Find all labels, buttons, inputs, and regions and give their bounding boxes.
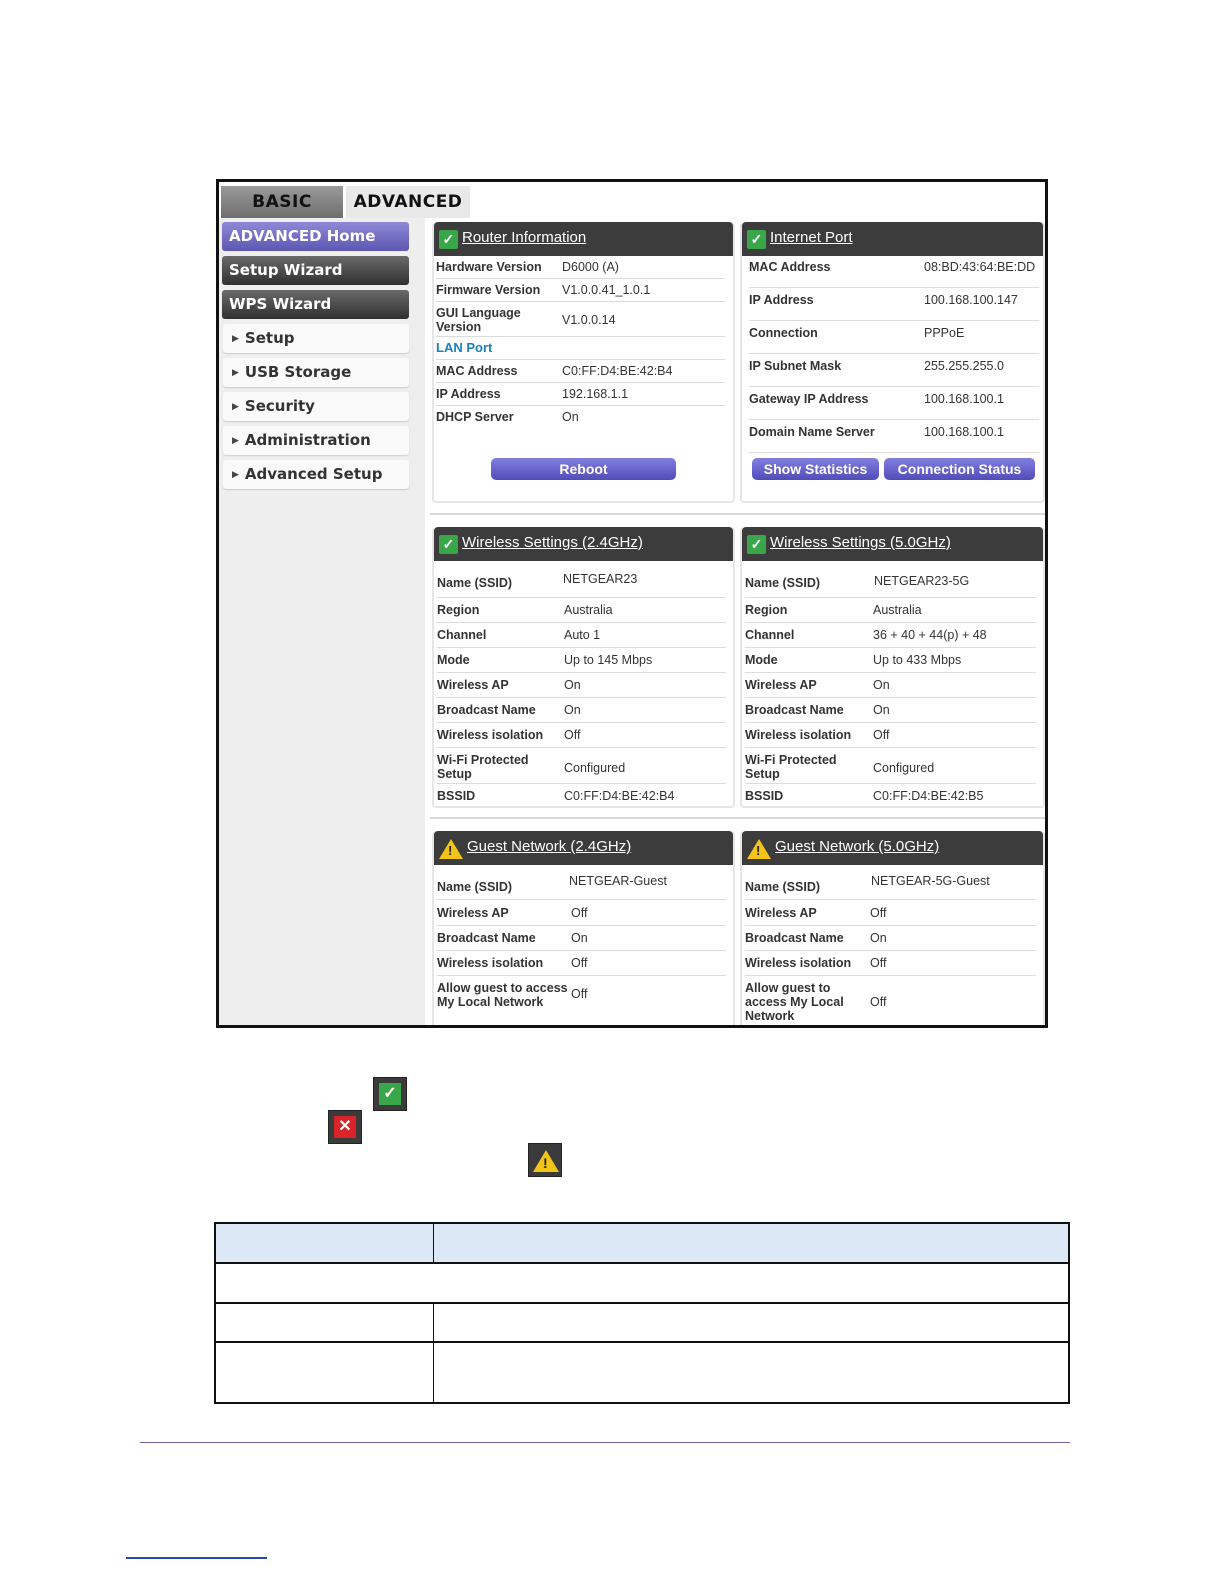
w5-channel-label: Channel <box>745 628 795 642</box>
wan-ip-value: 100.168.100.147 <box>924 293 1018 307</box>
w24-channel-label: Channel <box>437 628 487 642</box>
lan-mac-value: C0:FF:D4:BE:42:B4 <box>562 364 673 378</box>
g24-ap-row <box>437 906 726 926</box>
g24-ssid-value: NETGEAR-Guest <box>569 874 667 888</box>
g5-local-value: Off <box>870 995 887 1009</box>
g24-local-label: Allow guest to access My Local Network <box>437 981 568 1009</box>
g5-ap-label: Wireless AP <box>745 906 817 920</box>
x-icon: ✕ <box>328 1110 362 1144</box>
g24-local-value: Off <box>571 987 588 1001</box>
subnet-label: IP Subnet Mask <box>749 359 842 373</box>
triangle-right-icon: ▶ <box>232 402 239 412</box>
settings-table <box>214 1222 1070 1404</box>
w24-isolation-label: Wireless isolation <box>437 728 544 742</box>
router-info-title[interactable]: Router Information <box>462 229 587 246</box>
g24-local-row <box>437 981 726 1015</box>
w24-channel-row <box>437 628 726 648</box>
w24-mode-row <box>437 653 726 673</box>
warning-icon: ! <box>528 1143 562 1177</box>
w5-ap-value: On <box>873 678 890 692</box>
lan-ip-row <box>436 387 725 406</box>
wireless-5-panel <box>740 527 1045 808</box>
tab-advanced[interactable]: ADVANCED <box>346 186 470 218</box>
table-divider <box>433 1224 434 1264</box>
check-icon: ✓ <box>439 230 458 249</box>
guest-24-title[interactable]: Guest Network (2.4GHz) <box>467 838 632 855</box>
router-info-panel <box>432 222 735 503</box>
g5-ap-value: Off <box>870 906 887 920</box>
connection-status-button[interactable]: Connection Status <box>884 458 1035 480</box>
w24-ap-label: Wireless AP <box>437 678 509 692</box>
g5-local-row <box>745 981 1036 1027</box>
w24-region-row <box>437 603 726 623</box>
section-divider <box>430 817 1045 819</box>
w5-broadcast-row <box>745 703 1036 723</box>
gui-language-value: V1.0.0.14 <box>562 313 616 327</box>
nav-administration[interactable] <box>223 426 409 455</box>
dns-label: Domain Name Server <box>749 425 875 439</box>
w24-ssid-value: NETGEAR23 <box>563 572 638 586</box>
lan-ip-label: IP Address <box>436 387 501 401</box>
check-icon: ✓ <box>373 1077 407 1111</box>
connection-value: PPPoE <box>924 326 965 340</box>
wan-ip-label: IP Address <box>749 293 814 307</box>
g24-isolation-value: Off <box>571 956 588 970</box>
g5-ssid-row <box>745 871 1036 900</box>
g5-isolation-value: Off <box>870 956 887 970</box>
w5-mode-label: Mode <box>745 653 778 667</box>
wireless-24-panel <box>432 527 735 808</box>
dhcp-row <box>436 410 725 429</box>
internet-port-title[interactable]: Internet Port <box>770 229 853 246</box>
w24-broadcast-label: Broadcast Name <box>437 703 536 717</box>
nav-administration-label: Administration <box>244 431 371 449</box>
w24-ssid-label: Name (SSID) <box>437 576 513 590</box>
w24-mode-value: Up to 145 Mbps <box>564 653 653 667</box>
router-screenshot <box>216 179 1048 1028</box>
guest-5-title[interactable]: Guest Network (5.0GHz) <box>775 838 940 855</box>
w5-region-value: Australia <box>873 603 922 617</box>
g24-ssid-row <box>437 871 726 900</box>
gateway-value: 100.168.100.1 <box>924 392 1004 406</box>
w5-broadcast-value: On <box>873 703 890 717</box>
warning-icon: ! <box>747 839 771 859</box>
nav-wps-wizard[interactable]: WPS Wizard <box>222 290 409 319</box>
g5-isolation-row <box>745 956 1036 976</box>
w24-channel-value: Auto 1 <box>564 628 601 642</box>
gateway-row <box>749 392 1039 420</box>
footer-rule <box>140 1442 1070 1443</box>
table-divider <box>433 1304 434 1402</box>
w24-wps-value: Configured <box>564 761 626 775</box>
wireless-24-header <box>434 527 733 561</box>
wan-mac-label: MAC Address <box>749 260 831 274</box>
connection-row <box>749 326 1039 354</box>
g5-ssid-label: Name (SSID) <box>745 880 821 894</box>
w5-ap-row <box>745 678 1036 698</box>
wireless-5-title[interactable]: Wireless Settings (5.0GHz) <box>770 534 951 551</box>
table-divider <box>216 1302 1068 1304</box>
dhcp-label: DHCP Server <box>436 410 514 424</box>
firmware-version-label: Firmware Version <box>436 283 541 297</box>
w5-ssid-row <box>745 569 1036 598</box>
w5-bssid-row <box>745 789 1036 807</box>
wireless-5-header <box>742 527 1043 561</box>
footer-link-underline[interactable] <box>126 1557 267 1559</box>
w24-isolation-value: Off <box>564 728 581 742</box>
nav-advanced-setup-label: Advanced Setup <box>244 465 383 483</box>
warning-icon: ! <box>439 839 463 859</box>
internet-port-panel <box>740 222 1045 503</box>
nav-advanced-home[interactable]: ADVANCED Home <box>222 222 409 251</box>
w5-channel-row <box>745 628 1036 648</box>
hardware-version-value: D6000 (A) <box>562 260 619 274</box>
nav-setup-label: Setup <box>244 329 295 347</box>
triangle-right-icon: ▶ <box>232 436 239 446</box>
g5-broadcast-row <box>745 931 1036 951</box>
w5-ssid-value: NETGEAR23-5G <box>874 574 970 588</box>
w24-region-label: Region <box>437 603 480 617</box>
g5-isolation-label: Wireless isolation <box>745 956 852 970</box>
lan-mac-row <box>436 364 725 383</box>
dns-value: 100.168.100.1 <box>924 425 1004 439</box>
w5-isolation-value: Off <box>873 728 890 742</box>
g24-isolation-row <box>437 956 726 976</box>
g24-isolation-label: Wireless isolation <box>437 956 544 970</box>
connection-label: Connection <box>749 326 818 340</box>
g24-ssid-label: Name (SSID) <box>437 880 513 894</box>
triangle-right-icon: ▶ <box>232 470 239 480</box>
nav-advanced-setup[interactable] <box>223 460 409 489</box>
w24-ap-row <box>437 678 726 698</box>
guest-5-panel <box>740 831 1045 1028</box>
nav-security-label: Security <box>244 397 315 415</box>
g24-ap-label: Wireless AP <box>437 906 509 920</box>
internet-port-header <box>742 222 1043 256</box>
lan-port-heading: LAN Port <box>436 340 493 355</box>
table-divider <box>216 1341 1068 1343</box>
w24-wps-label: Wi-Fi Protected Setup <box>437 753 529 781</box>
gateway-label: Gateway IP Address <box>749 392 869 406</box>
guest-24-panel <box>432 831 735 1028</box>
subnet-value: 255.255.255.0 <box>924 359 1004 373</box>
w24-ap-value: On <box>564 678 581 692</box>
w5-isolation-label: Wireless isolation <box>745 728 852 742</box>
w5-wps-row <box>745 753 1036 784</box>
wan-ip-row <box>749 293 1039 321</box>
lan-mac-label: MAC Address <box>436 364 518 378</box>
g24-broadcast-label: Broadcast Name <box>437 931 536 945</box>
w5-wps-value: Configured <box>873 761 935 775</box>
w24-isolation-row <box>437 728 726 748</box>
g5-broadcast-value: On <box>870 931 887 945</box>
check-icon: ✓ <box>439 535 458 554</box>
w5-mode-row <box>745 653 1036 673</box>
w5-bssid-label: BSSID <box>745 789 784 803</box>
w5-ssid-label: Name (SSID) <box>745 576 821 590</box>
w24-bssid-label: BSSID <box>437 789 476 803</box>
w24-bssid-row <box>437 789 726 807</box>
subnet-row <box>749 359 1039 387</box>
router-info-header <box>434 222 733 256</box>
triangle-right-icon: ▶ <box>232 368 239 378</box>
section-divider <box>430 513 1045 515</box>
dhcp-value: On <box>562 410 579 424</box>
g5-broadcast-label: Broadcast Name <box>745 931 844 945</box>
w5-mode-value: Up to 433 Mbps <box>873 653 962 667</box>
show-statistics-button[interactable]: Show Statistics <box>752 458 879 480</box>
wan-mac-value: 08:BD:43:64:BE:DD <box>924 260 1036 274</box>
nav-security[interactable] <box>223 392 409 421</box>
g24-broadcast-row <box>437 931 726 951</box>
w24-region-value: Australia <box>564 603 613 617</box>
sidebar <box>219 218 425 1028</box>
g24-ap-value: Off <box>571 906 588 920</box>
w5-bssid-value: C0:FF:D4:BE:42:B5 <box>873 789 984 803</box>
dns-row <box>749 425 1039 453</box>
check-icon: ✓ <box>747 230 766 249</box>
w5-region-row <box>745 603 1036 623</box>
tab-bar <box>219 182 1045 218</box>
w5-isolation-row <box>745 728 1036 748</box>
w24-ssid-row <box>437 569 726 598</box>
w5-wps-label: Wi-Fi Protected Setup <box>745 753 837 781</box>
gui-language-label: GUI Language Version <box>436 306 521 334</box>
w24-broadcast-value: On <box>564 703 581 717</box>
table-header <box>216 1224 1068 1264</box>
reboot-button[interactable]: Reboot <box>491 458 676 480</box>
w24-bssid-value: C0:FF:D4:BE:42:B4 <box>564 789 675 803</box>
guest-24-header <box>434 831 733 865</box>
triangle-right-icon: ▶ <box>232 334 239 344</box>
g24-broadcast-value: On <box>571 931 588 945</box>
nav-setup[interactable] <box>223 324 409 353</box>
nav-setup-wizard[interactable]: Setup Wizard <box>222 256 409 285</box>
lan-port-row <box>436 341 725 360</box>
g5-ap-row <box>745 906 1036 926</box>
tab-basic[interactable]: BASIC <box>221 186 343 218</box>
nav-usb-storage-label: USB Storage <box>244 363 352 381</box>
hardware-version-label: Hardware Version <box>436 260 542 274</box>
w24-broadcast-row <box>437 703 726 723</box>
g5-ssid-value: NETGEAR-5G-Guest <box>871 874 990 888</box>
firmware-version-row <box>436 283 725 302</box>
w24-mode-label: Mode <box>437 653 470 667</box>
w5-channel-value: 36 + 40 + 44(p) + 48 <box>873 628 987 642</box>
firmware-version-value: V1.0.0.41_1.0.1 <box>562 283 651 297</box>
guest-5-header <box>742 831 1043 865</box>
wan-mac-row <box>749 260 1039 288</box>
w5-region-label: Region <box>745 603 788 617</box>
w5-ap-label: Wireless AP <box>745 678 817 692</box>
nav-usb-storage[interactable] <box>223 358 409 387</box>
w5-broadcast-label: Broadcast Name <box>745 703 844 717</box>
wireless-24-title[interactable]: Wireless Settings (2.4GHz) <box>462 534 643 551</box>
g5-local-label: Allow guest to access My Local Network <box>745 981 844 1023</box>
lan-ip-value: 192.168.1.1 <box>562 387 629 401</box>
w24-wps-row <box>437 753 726 784</box>
hardware-version-row <box>436 260 725 279</box>
check-icon: ✓ <box>747 535 766 554</box>
gui-language-row <box>436 306 725 337</box>
